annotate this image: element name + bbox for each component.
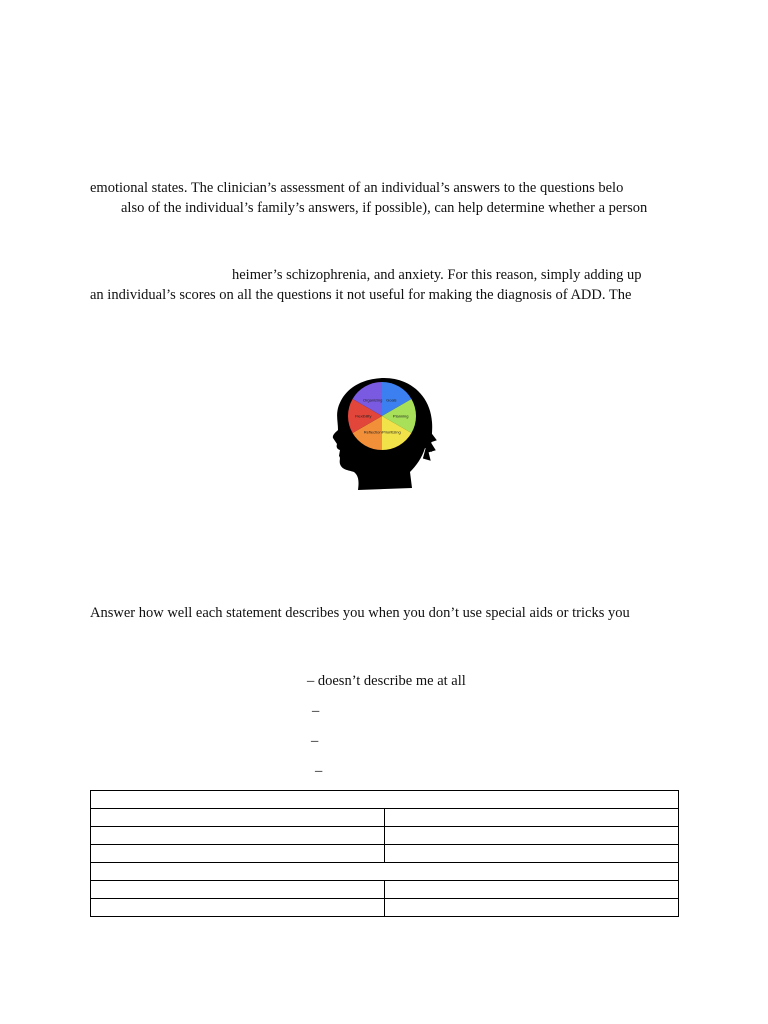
table-row [91,827,679,845]
table-row [91,845,679,863]
score-cell[interactable] [385,881,679,899]
statement-cell [91,845,385,863]
table-row [91,899,679,917]
table-row [91,863,679,881]
paragraph-2-line-2: an individual’s scores on all the questions it not useful for making the diagnosis of ADD. The [90,287,632,303]
answer-table [90,790,679,917]
brain-segment-label: Goals [386,397,397,403]
scale-item-4: – [315,763,323,779]
scale-item-3: – [311,733,319,749]
table-row [91,791,679,809]
brain-segment-label: Reflection [363,429,382,435]
scale-item-2: – [312,703,320,719]
scale-item-1: – doesn’t describe me at all [307,673,466,689]
paragraph-1-line-1: emotional states. The clinician’s assessment of an individual’s answers to the questions belo [90,180,624,196]
table-row [91,809,679,827]
statement-cell [91,809,385,827]
statement-cell [91,827,385,845]
paragraph-1-line-2: also of the individual’s family’s answers, if possible), can help determine whether a person [121,200,648,216]
brain-segment-label: Flexibility [355,413,372,419]
brain-segment-label: Organizing [362,397,383,403]
head-with-brain-pie-icon [326,372,438,494]
statement-cell [91,881,385,899]
brain-segment-label: Planning [392,413,409,419]
paragraph-2-line-1: heimer’s schizophrenia, and anxiety. For this reason, simply adding up [232,267,642,283]
statement-cell [91,899,385,917]
section-header-cell [91,791,679,809]
score-cell[interactable] [385,899,679,917]
table-row [91,881,679,899]
score-cell[interactable] [385,827,679,845]
section-header-cell [91,863,679,881]
score-cell[interactable] [385,809,679,827]
instructions-text: Answer how well each statement describes you when you don’t use special aids or tricks you [90,605,630,621]
brain-segment-label: Prioritizing [382,429,401,435]
score-cell[interactable] [385,845,679,863]
